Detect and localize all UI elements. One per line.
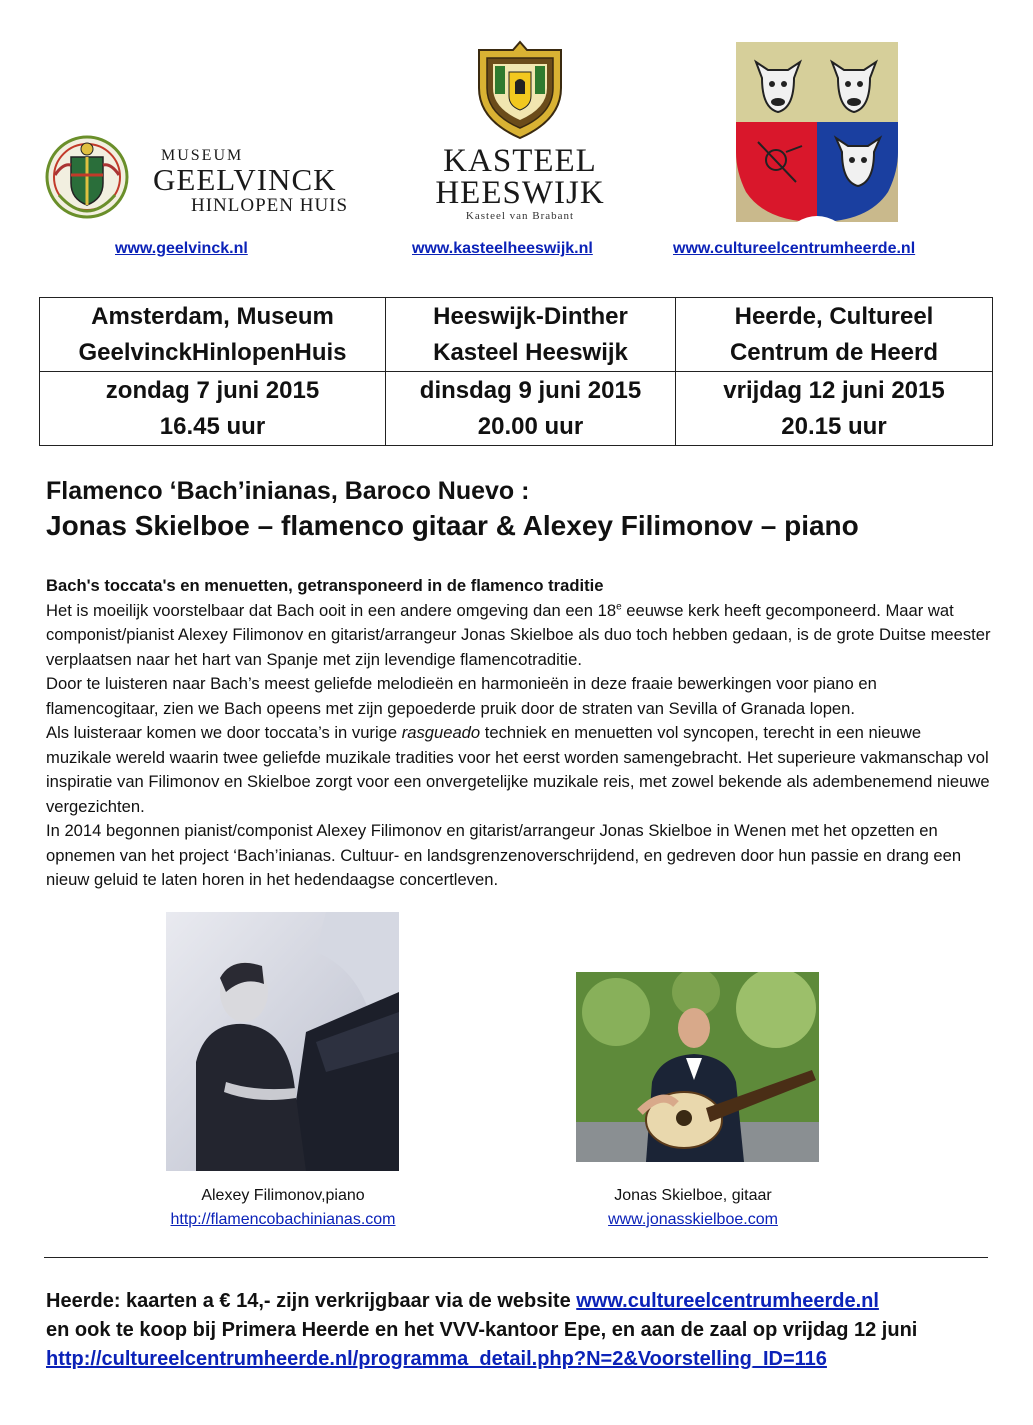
description-paragraph-1: Het is moeilijk voorstelbaar dat Bach ooit in een andere omgeving dan een 18e eeuwse kerk heeft gecomponeerd. Maar wat componist/pianist Alexey Filimonov en gitarist/arrangeur Jonas Skielboe als duo toch hebben gedaan, is de grote Duitse meester verplaatsen naar het hart van Spanje met zijn levendige flamencotraditie. xyxy=(46,600,991,669)
description-paragraph-2: Door te luisteren naar Bach’s meest geliefde melodieën en harmonieën in deze fraaie bewerkingen voor piano en flamencogitaar, zien we Bach opeens met zijn gepoederde pruik door de straten van Sevilla of Granada lopen. xyxy=(46,674,877,718)
guitarist-caption-block xyxy=(538,1184,848,1232)
pianist-caption: Alexey Filimonov,piano xyxy=(201,1187,365,1204)
geelvinck-url-link[interactable]: www.geelvinck.nl xyxy=(115,240,248,257)
program-detail-link[interactable]: http://cultureelcentrumheerde.nl/programma_detail.php?N=2&Voorstelling_ID=116 xyxy=(46,1348,827,1370)
description-paragraph-4: In 2014 begonnen pianist/componist Alexey Filimonov en gitarist/arrangeur Jonas Skielboe in Wenen met het opzetten en opnemen van het project ‘Bach’inianas. Cultuur- en landsgrenzenoverschrijdend, en gedreven door hun passie en drang een nieuw geluid te laten horen in het hedendaagse concertleven. xyxy=(46,821,962,889)
venue-place-line2: Centrum de Heerd xyxy=(729,339,939,366)
description-subtitle: Bach's toccata's en menuetten, getransponeerd in de flamenco traditie xyxy=(46,576,604,595)
concert-title: Flamenco ‘Bach’inianas, Baroco Nuevo : xyxy=(46,477,530,505)
kasteel-logo-line3: Kasteel van Brabant xyxy=(465,210,575,222)
description-paragraph-3: Als luisteraar komen we door toccata’s in vurige rasgueado techniek en menuetten vol syncopen, terecht in een nieuwe muzikale wereld waarin twee geliefde muzikale tradities voor het eerst worden samengebracht. Het superieure vakmanschap vol inspiratie van Filimonov en Skielboe zorgt voor een onvergetelijke muzikale reis, met zowel bekende als adembenemend nieuwe vergezichten. xyxy=(46,723,990,816)
venue-place-cell xyxy=(386,298,676,372)
geelvinck-logo-line3: HINLOPEN HUIS xyxy=(191,195,349,216)
guitarist-website-link[interactable]: www.jonasskielboe.com xyxy=(608,1211,778,1228)
venue-date-cell xyxy=(676,372,993,446)
venue-place-line1: Heerde, Cultureel xyxy=(734,303,934,330)
venue-time: 20.15 uur xyxy=(781,413,887,440)
venue-place-row xyxy=(40,298,993,372)
venues-table xyxy=(39,297,993,446)
venue-place-line1: Heeswijk-Dinther xyxy=(433,303,628,330)
geelvinck-crest-icon xyxy=(45,135,129,219)
heerde-url-link[interactable]: www.cultureelcentrumheerde.nl xyxy=(673,240,916,257)
venue-place-cell xyxy=(676,298,993,372)
ticket-info-line1: Heerde: kaarten a € 14,- zijn verkrijgbaar via de website www.cultureelcentrumheerde.nl xyxy=(46,1290,879,1312)
venue-date: dinsdag 9 juni 2015 xyxy=(419,377,642,404)
ticket-website-link[interactable]: www.cultureelcentrumheerde.nl xyxy=(576,1290,879,1312)
ticket-info-line3 xyxy=(46,1345,1006,1374)
venue-time: 20.00 uur xyxy=(477,413,584,440)
venue-date: vrijdag 12 juni 2015 xyxy=(723,377,945,404)
heerde-coat-of-arms-icon xyxy=(736,42,898,222)
venue-date-cell xyxy=(40,372,386,446)
pianist-caption-block xyxy=(118,1184,448,1232)
venue-place-line2: GeelvinckHinlopenHuis xyxy=(78,339,347,366)
venue-place-line1: Amsterdam, Museum xyxy=(91,303,334,330)
venue-time: 16.45 uur xyxy=(159,413,266,440)
guitarist-photo-icon xyxy=(576,972,819,1162)
ticket-info xyxy=(46,1287,1006,1374)
kasteel-shield-icon xyxy=(477,40,563,140)
geelvinck-logo-line1: MUSEUM xyxy=(161,147,244,164)
venue-date-row xyxy=(40,372,993,446)
kasteel-logo xyxy=(420,40,620,225)
description-block xyxy=(46,574,991,893)
venue-place-line2: Kasteel Heeswijk xyxy=(433,339,628,366)
kasteel-url-link[interactable]: www.kasteelheeswijk.nl xyxy=(412,240,593,257)
footer-divider xyxy=(44,1257,988,1258)
pianist-website-link[interactable]: http://flamencobachinianas.com xyxy=(170,1211,396,1228)
venue-place-cell xyxy=(40,298,386,372)
geelvinck-logo xyxy=(45,135,360,225)
geelvinck-logo-line2: GEELVINCK xyxy=(153,162,337,197)
venue-date: zondag 7 juni 2015 xyxy=(105,377,320,404)
guitarist-caption: Jonas Skielboe, gitaar xyxy=(614,1187,772,1204)
performers-heading: Jonas Skielboe – flamenco gitaar & Alexey Filimonov – piano xyxy=(46,510,859,541)
pianist-photo-icon xyxy=(166,912,399,1171)
kasteel-logo-line2: HEESWIJK xyxy=(435,175,605,211)
kasteel-logo-line1: KASTEEL xyxy=(443,143,597,179)
venue-date-cell xyxy=(386,372,676,446)
ticket-info-line2: en ook te koop bij Primera Heerde en het VVV-kantoor Epe, en aan de zaal op vrijdag 12 juni xyxy=(46,1319,918,1341)
